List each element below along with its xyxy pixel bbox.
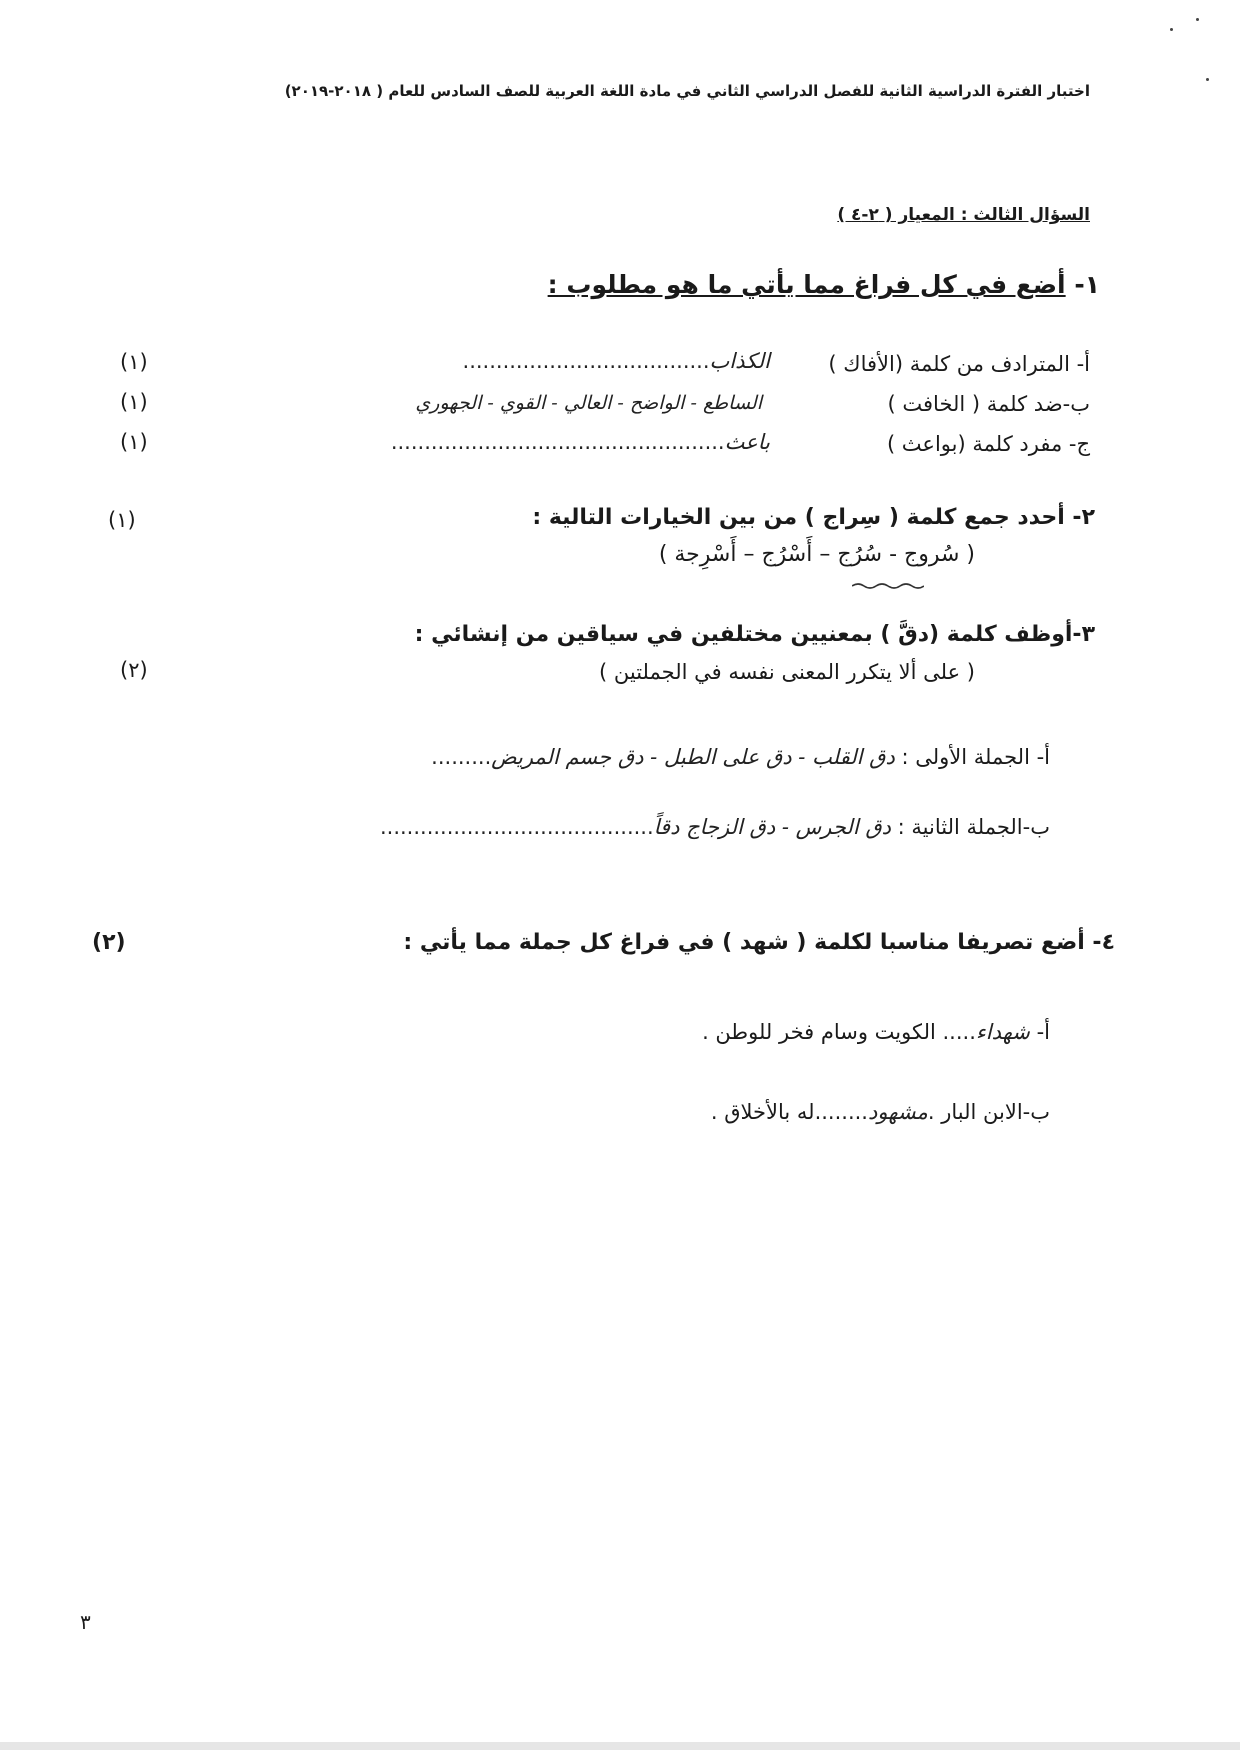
q3-title: ٣-أوظف كلمة (دقَّ ) بمعنيين مختلفين في سياقين من إنشائي : (414, 622, 1095, 647)
q4-line-a-post: ..... الكويت وسام فخر للوطن . (702, 1020, 976, 1044)
answer-dots: ......... (431, 745, 492, 769)
handwritten-answer: الكذاب (709, 349, 770, 373)
scan-speck (1196, 18, 1199, 21)
q3-line-a[interactable] (431, 745, 1050, 769)
q1-item-b-answer[interactable] (415, 390, 762, 414)
q1-item-c-answer[interactable] (391, 430, 770, 454)
answer-dots: .................................................. (390, 430, 725, 454)
answer-circle-mark (852, 582, 924, 590)
answer-dots: ..................................... (462, 349, 710, 373)
handwritten-answer: باعث (724, 430, 770, 454)
q4-line-a-pre: أ- (1036, 1020, 1050, 1044)
exam-header: اختبار الفترة الدراسية الثانية للفصل الدراسي الثاني في مادة اللغة العربية للصف السادس للعام ( ٢٠١٨-٢٠١٩) (284, 82, 1090, 100)
q2-title: ٢- أحدد جمع كلمة ( سِراج ) من بين الخيارات التالية : (532, 505, 1095, 530)
q4-mark: (٢) (92, 930, 126, 955)
q2-mark: (١) (108, 508, 136, 532)
q3-line-b[interactable] (380, 815, 1050, 839)
scan-speck (1206, 78, 1209, 81)
q3-line-a-label: أ- الجملة الأولى : (901, 745, 1050, 769)
q3-line-b-label: ب-الجملة الثانية : (897, 815, 1050, 839)
q1-title (548, 270, 1100, 299)
q4-title: ٤- أضع تصريفا مناسبا لكلمة ( شهد ) في فراغ كل جملة مما يأتي : (403, 930, 1115, 955)
q1-item-a-mark: (١) (120, 350, 148, 374)
section-title: السؤال الثالث : المعيار ( ٢-٤ ) (837, 205, 1090, 225)
handwritten-answer: دق القلب - دق على الطبل - دق جسم المريض (491, 745, 895, 769)
q4-line-b-pre: ب-الابن البار . (927, 1100, 1050, 1124)
q1-item-a-label: أ- المترادف من كلمة (الأفاك ) (828, 352, 1090, 376)
handwritten-answer: الساطع - الواضح - العالي - القوي - الجهوري (415, 392, 762, 414)
q1-item-c-label: ج- مفرد كلمة (بواعث ) (886, 432, 1090, 456)
q1-item-a-answer[interactable] (463, 349, 770, 373)
q1-title-text: أضع في كل فراغ مما يأتي ما هو مطلوب : (547, 270, 1066, 299)
q1-item-c-mark: (١) (120, 430, 148, 454)
q3-mark: (٢) (120, 658, 148, 682)
q4-line-b-post: ........له بالأخلاق . (710, 1100, 868, 1124)
handwritten-answer: مشهود (868, 1100, 928, 1124)
scan-edge (0, 1742, 1240, 1750)
q1-item-b-mark: (١) (120, 390, 148, 414)
q4-line-a[interactable] (702, 1020, 1050, 1044)
answer-dots: ......................................... (379, 815, 654, 839)
handwritten-answer: شهداء (975, 1020, 1030, 1044)
q1-number: ١- (1065, 270, 1100, 299)
scan-speck (1170, 28, 1173, 31)
q2-options: ( سُروج - سُرُج – أَسْرُج – أَسْرِجة ) (658, 542, 975, 567)
handwritten-answer: دق الجرس - دق الزجاج دقاً (653, 815, 891, 839)
page-number: ٣ (80, 1610, 91, 1634)
q1-item-b-label: ب-ضد كلمة ( الخافت ) (887, 392, 1090, 416)
q3-note: ( على ألا يتكرر المعنى نفسه في الجملتين ) (599, 660, 975, 684)
q4-line-b[interactable] (711, 1100, 1050, 1124)
